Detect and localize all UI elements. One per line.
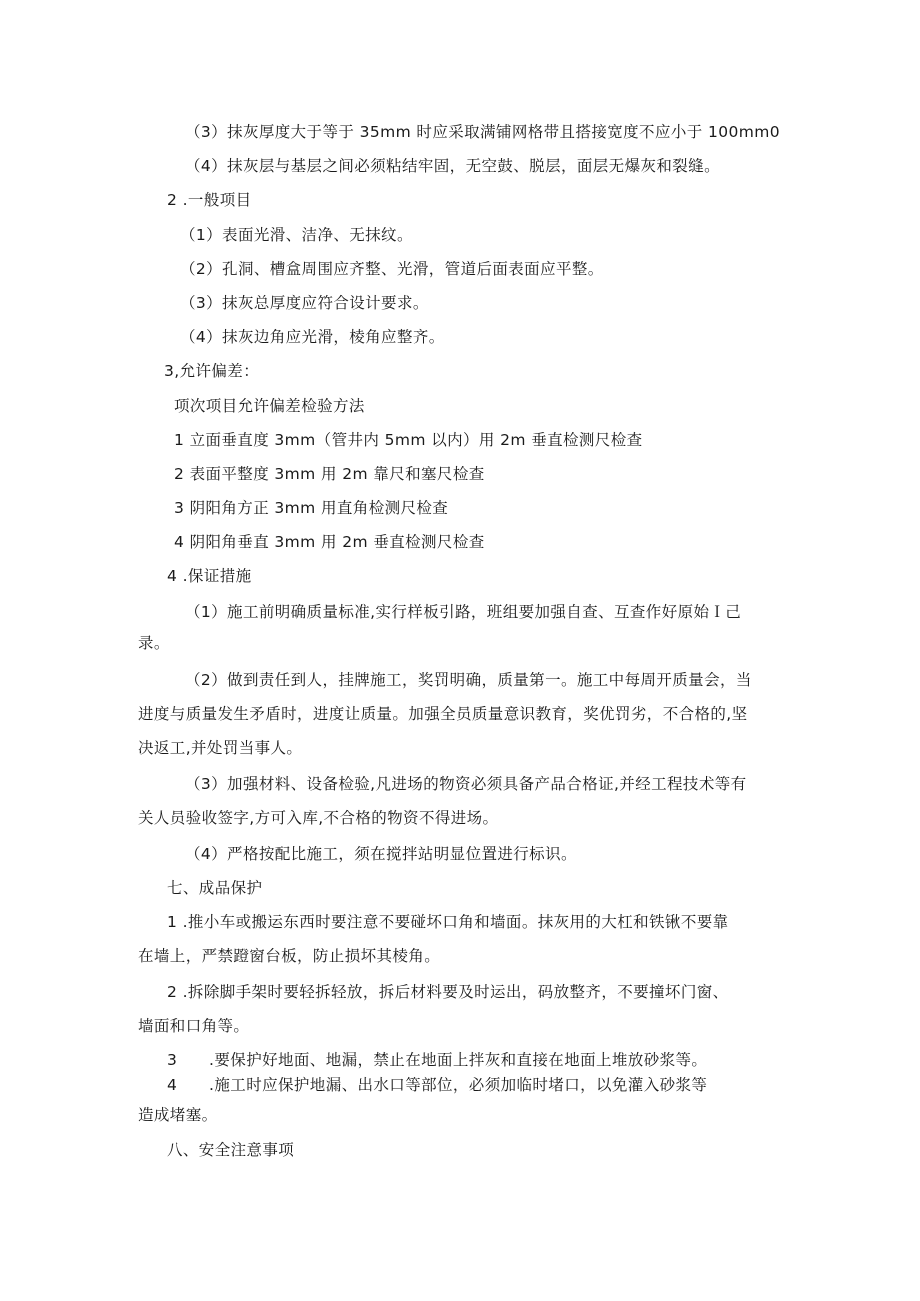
deviation-row-2: 2 表面平整度 3mm 用 2m 靠尺和塞尺检查 bbox=[174, 465, 485, 483]
total-thickness-item: （3）抹灰总厚度应符合设计要求。 bbox=[180, 294, 429, 312]
protection-1-line-2: 在墙上，严禁蹬窗台板，防止损坏其棱角。 bbox=[138, 947, 441, 965]
deviation-row-4: 4 阴阳角垂直 3mm 用 2m 垂直检测尺检查 bbox=[174, 533, 485, 551]
protection-2-line-1: 2 .拆除脚手架时要轻拆轻放，拆后材料要及时运出，码放整齐，不要撞坏门窗、 bbox=[167, 983, 729, 1001]
protection-1-line-1: 1 .推小车或搬运东西时要注意不要碰坏口角和墙面。抹灰用的大杠和铁锹不要靠 bbox=[167, 913, 729, 931]
measure-2-line-2: 进度与质量发生矛盾时，进度让质量。加强全员质量意识教育，奖优罚劣，不合格的,坚 bbox=[138, 705, 748, 723]
protection-4-line-2: 造成堵塞。 bbox=[138, 1106, 218, 1124]
general-items-heading: 2 .一般项目 bbox=[167, 191, 252, 209]
protection-4-line-1: 4 .施工时应保护地漏、出水口等部位，必须加临时堵口，以免灌入砂浆等 bbox=[167, 1076, 708, 1094]
measure-1-line-2: 录。 bbox=[138, 634, 170, 652]
plaster-thickness-mesh-item: （3）抹灰厚度大于等于 35mm 时应采取满铺网格带且搭接宽度不应小于 100mm0 bbox=[185, 123, 781, 141]
deviation-row-1: 1 立面垂直度 3mm（管井内 5mm 以内）用 2m 垂直检测尺检查 bbox=[174, 431, 643, 449]
finished-product-heading: 七、成品保护 bbox=[167, 879, 263, 897]
measure-3-line-1: （3）加强材料、设备检验,凡进场的物资必须具备产品合格证,并经工程技术等有 bbox=[185, 775, 747, 793]
surface-smooth-item: （1）表面光滑、洁净、无抹纹。 bbox=[180, 226, 413, 244]
safety-precautions-heading: 八、安全注意事项 bbox=[167, 1141, 295, 1159]
allowable-deviation-heading: 3,允许偏差： bbox=[164, 362, 260, 380]
deviation-table-header: 项次项目允许偏差检验方法 bbox=[174, 397, 365, 415]
measure-1-line-1: （1）施工前明确质量标准,实行样板引路，班组要加强自查、互查作好原始Ｉ己 bbox=[185, 603, 742, 621]
protection-3-line-1: 3 .要保护好地面、地漏，禁止在地面上拌灰和直接在地面上堆放砂浆等。 bbox=[167, 1051, 708, 1069]
measure-4-line-1: （4）严格按配比施工，须在搅拌站明显位置进行标识。 bbox=[185, 845, 577, 863]
measure-2-line-1: （2）做到责任到人，挂牌施工，奖罚明确，质量第一。施工中每周开质量会，当 bbox=[185, 671, 752, 689]
measure-3-line-2: 关人员验收签字,方可入库,不合格的物资不得进场。 bbox=[138, 809, 499, 827]
protection-2-line-2: 墙面和口角等。 bbox=[138, 1017, 250, 1035]
edges-corners-item: （4）抹灰边角应光滑，棱角应整齐。 bbox=[180, 328, 445, 346]
measure-2-line-3: 决返工,并处罚当事人。 bbox=[138, 739, 303, 757]
plaster-bonding-item: （4）抹灰层与基层之间必须粘结牢固，无空鼓、脱层，面层无爆灰和裂缝。 bbox=[185, 157, 720, 175]
assurance-measures-heading: 4 .保证措施 bbox=[167, 567, 252, 585]
deviation-row-3: 3 阴阳角方正 3mm 用直角检测尺检查 bbox=[174, 499, 449, 517]
holes-trough-item: （2）孔洞、槽盒周围应齐整、光滑，管道后面表面应平整。 bbox=[180, 260, 604, 278]
